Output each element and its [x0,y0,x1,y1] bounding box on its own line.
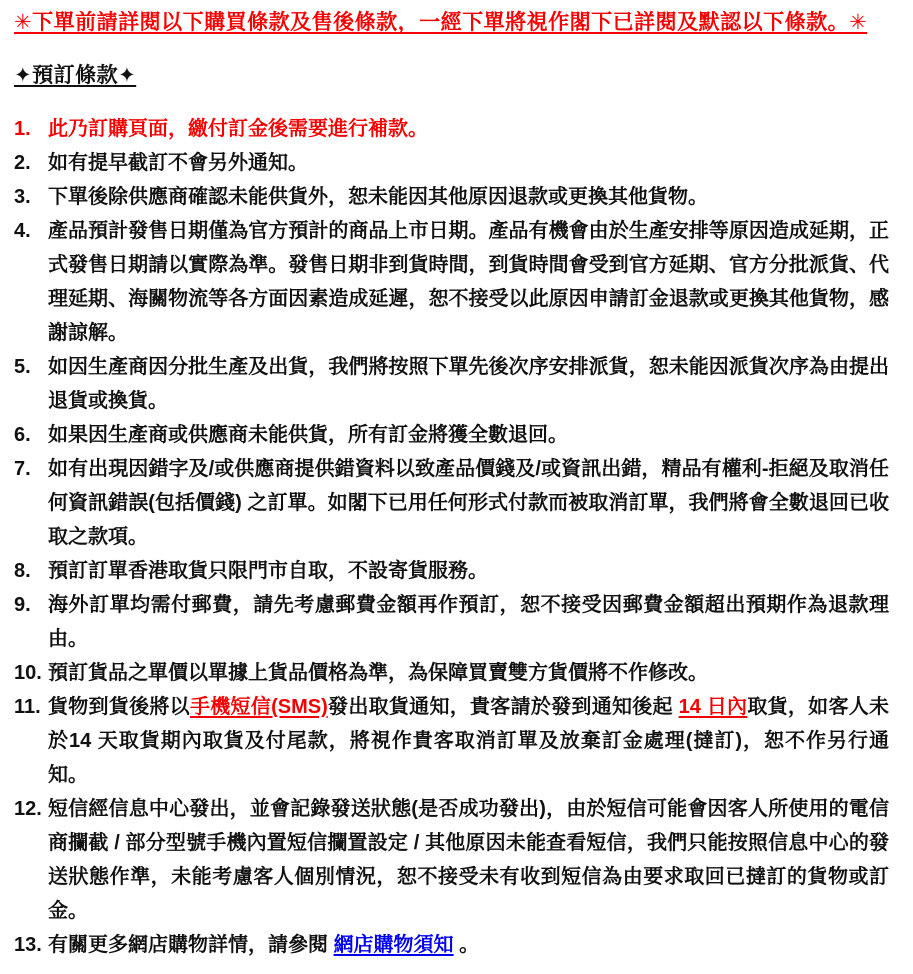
term-text-segment: 貨物到貨後將以 [48,696,190,718]
term-item-10 [14,656,889,690]
store-shopping-guide-link[interactable]: 網店購物須知 [333,934,454,956]
term-text [48,690,889,792]
term-number: 9. [14,594,31,616]
pickup-deadline-highlight: 14 日內 [678,696,748,718]
term-number: 7. [14,458,31,480]
term-number: 3. [14,186,31,208]
term-text: 如有出現因錯字及/或供應商提供錯資料以致產品價錢及/或資訊出錯，精品有權利-拒絕及取消任何資訊錯誤(包括價錢) 之訂單。如閣下已用任何形式付款而被取消訂單，我們將會全數退回已收取之款項。 [48,458,889,548]
term-item-7 [14,452,889,554]
terms-list [14,112,889,962]
term-text: 如果因生產商或供應商未能供貨，所有訂金將獲全數退回。 [48,424,568,446]
term-number: 12. [14,798,42,820]
term-item-12 [14,792,889,928]
term-item-3 [14,180,889,214]
term-number: 10. [14,662,42,684]
term-number: 5. [14,356,31,378]
term-item-9 [14,588,889,656]
term-item-8 [14,554,889,588]
term-number: 4. [14,220,31,242]
term-number: 1. [14,118,31,140]
term-text: 預訂貨品之單價以單據上貨品價格為準，為保障買賣雙方貨價將不作修改。 [48,662,708,684]
term-number: 11. [14,696,41,718]
term-text: 短信經信息中心發出，並會記錄發送狀態(是否成功發出)，由於短信可能會因客人所使用的電信商攔截 / 部分型號手機內置短信攔置設定 / 其他原因未能查看短信，我們只能按照信息中心的發送狀態作準，未能考慮客人個別情況，恕不接受未有收到短信為由要求取回已撻訂的貨物或訂金。 [48,798,889,922]
term-number: 6. [14,424,31,446]
term-text: 產品預計發售日期僅為官方預計的商品上市日期。產品有機會由於生產安排等原因造成延期，正式發售日期請以實際為準。發售日期非到貨時間，到貨時間會受到官方延期、官方分批派貨、代理延期、海關物流等各方面因素造成延遲，恕不接受以此原因申請訂金退款或更換其他貨物，感謝諒解。 [48,220,889,344]
term-number: 8. [14,560,31,582]
term-text: 如因生產商因分批生產及出貨，我們將按照下單先後次序安排派貨，恕未能因派貨次序為由提出退貨或換貨。 [48,356,889,412]
term-item-2 [14,146,889,180]
term-item-1 [14,112,889,146]
term-item-11 [14,690,889,792]
term-text: 海外訂單均需付郵費，請先考慮郵費金額再作預訂，恕不接受因郵費金額超出預期作為退款理由。 [48,594,889,650]
term-text: 此乃訂購頁面，繳付訂金後需要進行補款。 [48,118,428,140]
term-text [48,928,889,962]
term-text: 預訂訂單香港取貨只限門市自取，不設寄貨服務。 [48,560,488,582]
term-text-segment: 。 [453,934,480,956]
term-text-segment: 有關更多網店購物詳情，請參閱 [48,934,334,956]
term-text-segment: 發出取貨通知，貴客請於發到通知後起 [327,696,679,718]
term-number: 2. [14,152,31,174]
term-item-6 [14,418,889,452]
term-text-segment: 取貨，如客人未於14 天取貨期內取貨及付尾款，將視作貴客取消訂單及放棄訂金處理(撻訂)，恕不作另行通知。 [48,696,890,786]
term-text: 如有提早截訂不會另外通知。 [48,152,308,174]
purchase-notice-banner: ✳下單前請詳閱以下購買條款及售後條款，一經下單將視作閣下已詳閱及默認以下條款。✳ [14,11,868,34]
term-number: 13. [14,934,42,956]
sms-notice-highlight: 手機短信(SMS) [189,696,328,718]
term-item-13 [14,928,889,962]
section-heading-preorder-terms: ✦預訂條款✦ [14,64,137,87]
term-item-5 [14,350,889,418]
term-text: 下單後除供應商確認未能供貨外，恕未能因其他原因退款或更換其他貨物。 [48,186,708,208]
term-item-4 [14,214,889,350]
